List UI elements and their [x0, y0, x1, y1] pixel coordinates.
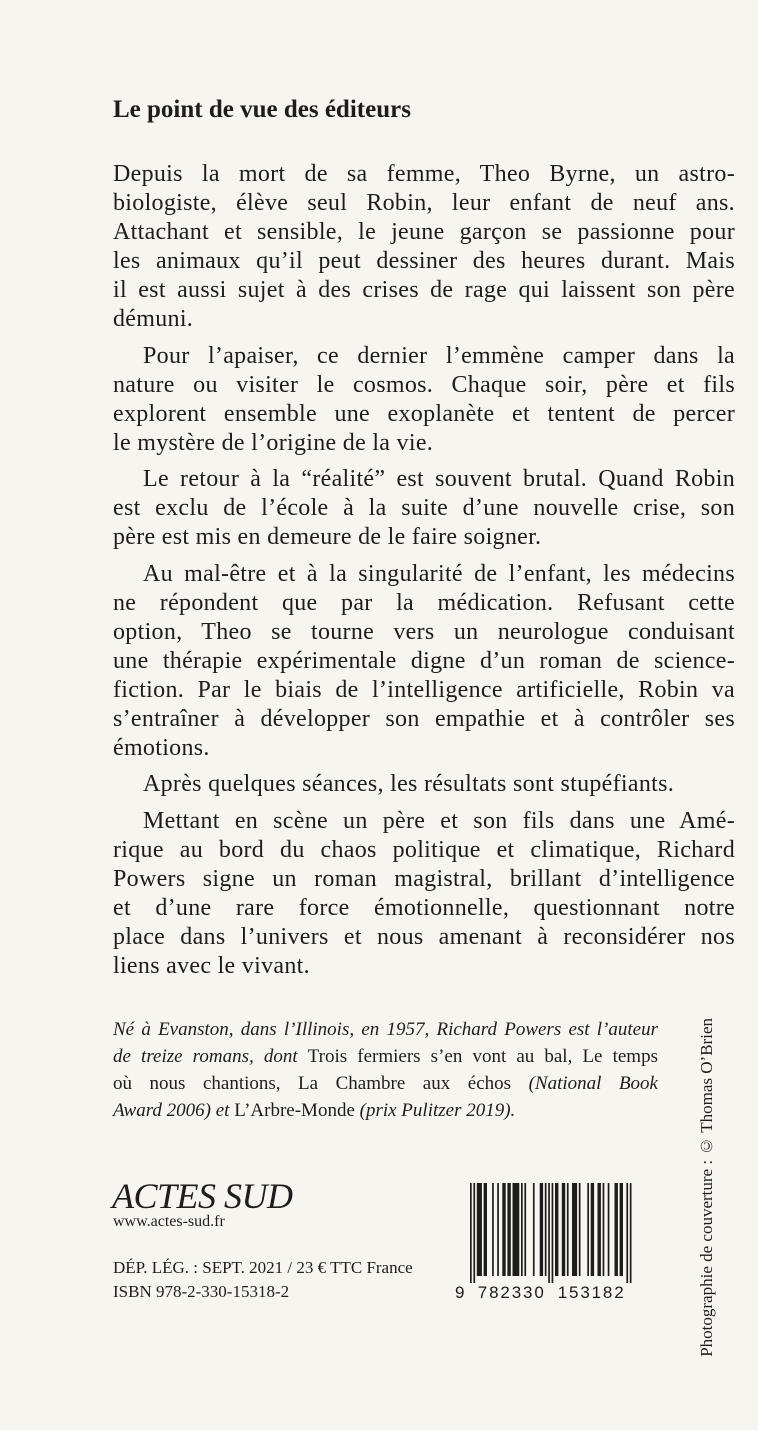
barcode-bar [587, 1183, 589, 1276]
text-line: est exclu de l’école à la suite d’une nouvelle crise, son [113, 495, 735, 521]
text-line: Attachant et sensible, le jeune garçon se passionne pour [113, 219, 735, 245]
barcode-bar [540, 1183, 543, 1276]
barcode-bar [513, 1183, 520, 1276]
barcode-guard-bar [630, 1183, 632, 1283]
isbn: ISBN 978-2-330-15318-2 [113, 1282, 290, 1301]
text-line: ne répondent que par la médication. Refusant cette [113, 589, 735, 616]
blurb-paragraph [113, 560, 735, 763]
blurb-paragraph [113, 807, 735, 981]
barcode-bar [533, 1183, 535, 1276]
barcode-first-digit: 9 [455, 1283, 465, 1302]
barcode-bar [603, 1183, 605, 1276]
text-line: démuni. [113, 306, 194, 332]
publisher-url: www.actes-sud.fr [113, 1213, 225, 1230]
text-line: Au mal-être et à la singularité de l’enfant, les médecins [143, 560, 735, 587]
text-line: liens avec le vivant. [113, 952, 310, 979]
text-line: explorent ensemble une exoplanète et tentent de percer [113, 400, 735, 427]
text-line: Powers signe un roman magistral, brillant d’intelligence [113, 865, 735, 892]
text-line: rique au bord du chaos politique et climatique, Richard [113, 836, 735, 863]
bio-text: de treize romans, dont [113, 1046, 308, 1067]
barcode-bar [545, 1183, 547, 1276]
text-line: Pour l’apaiser, ce dernier l’emmène camper dans la [143, 342, 735, 369]
text-line: biologiste, élève seul Robin, leur enfant de neuf ans. [113, 190, 735, 216]
text-line: une thérapie expérimentale digne d’un roman de science- [113, 647, 735, 674]
text-line: père est mis en demeure de le faire soigner. [113, 524, 542, 550]
text-line: option, Theo se tourne vers un neurologue conduisant [113, 618, 735, 645]
blurb-paragraph [113, 160, 735, 334]
barcode-bar [507, 1183, 510, 1276]
text-line: s’entraîner à développer son empathie et à contrôler ses [113, 705, 735, 732]
barcode-bar [567, 1183, 569, 1276]
bio-line [113, 1016, 658, 1043]
barcode-bar [598, 1183, 601, 1276]
book-titles: Trois fermiers s’en vont au bal, Le temps [307, 1046, 658, 1067]
text-line: fiction. Par le biais de l’intelligence artificielle, Robin va [113, 676, 735, 703]
barcode-bar [615, 1183, 618, 1276]
publisher-logo: ACTES SUD [112, 1176, 293, 1216]
barcode-bar [562, 1183, 565, 1276]
barcode-bar [620, 1183, 623, 1276]
text-line: émotions. [113, 734, 210, 761]
barcode-bar [555, 1183, 558, 1276]
text-line: place dans l’univers et nous amenant à reconsidérer nos [113, 923, 735, 950]
text-line: il est aussi sujet à des crises de rage qui laissent son père [113, 277, 735, 303]
barcode-bar [502, 1183, 505, 1276]
barcode-right-digits: 153182 [557, 1283, 624, 1302]
text-line: le mystère de l’origine de la vie. [113, 429, 434, 456]
publisher-blurb [113, 160, 735, 981]
bio-text: (National Book [528, 1073, 658, 1094]
bio-line [113, 1097, 658, 1124]
photo-credit: Photographie de couverture : © Thomas O’Brien [697, 1018, 716, 1357]
section-heading: Le point de vue des éditeurs [113, 96, 411, 123]
text-line: les animaux qu’il peut dessiner des heures durant. Mais [113, 248, 735, 274]
text-line: Le retour à la “réalité” est souvent brutal. Quand Robin [143, 466, 735, 492]
barcode-guard-bar [470, 1183, 472, 1283]
barcode-guard-bar [548, 1183, 550, 1283]
ean13-barcode [452, 1180, 634, 1302]
text-line: Depuis la mort de sa femme, Theo Byrne, un astro- [113, 161, 735, 187]
legal-deposit-price: DÉP. LÉG. : SEPT. 2021 / 23 € TTC France [113, 1258, 413, 1277]
barcode-bar [524, 1183, 526, 1276]
book-titles: où nous chantions, La Chambre aux échos [113, 1073, 529, 1094]
barcode-bar [591, 1183, 594, 1276]
text-line: nature ou visiter le cosmos. Chaque soir, père et fils [113, 371, 735, 398]
text-line: Mettant en scène un père et son fils dans une Amé- [143, 807, 735, 834]
barcode-bar [484, 1183, 487, 1276]
barcode-bar [579, 1183, 581, 1276]
bio-text: (prix Pulitzer 2019). [359, 1100, 516, 1121]
barcode-bar [572, 1183, 577, 1276]
barcode-bar [521, 1183, 523, 1276]
barcode-left-digits: 782330 [477, 1283, 544, 1302]
barcode-bars [470, 1183, 632, 1283]
text-line: et d’une rare force émotionnelle, questionnant notre [113, 894, 735, 921]
bio-text: Né à Evanston, dans l’Illinois, en 1957, Richard Powers est l’auteur [113, 1019, 658, 1040]
bio-line [113, 1070, 658, 1097]
author-bio [113, 1016, 658, 1124]
barcode-guard-bar [473, 1183, 475, 1283]
blurb-paragraph [113, 465, 735, 552]
book-title: L’Arbre-Monde [234, 1100, 360, 1121]
bio-line [113, 1043, 658, 1070]
barcode-bar [608, 1183, 610, 1276]
barcode-guard-bar [552, 1183, 554, 1283]
text-line: Après quelques séances, les résultats sont stupéfiants. [143, 771, 675, 797]
blurb-paragraph [113, 770, 735, 799]
blurb-paragraph [113, 342, 735, 458]
bio-text: Award 2006) et [113, 1100, 235, 1121]
barcode-guard-bar [626, 1183, 628, 1283]
barcode-bar [497, 1183, 499, 1276]
barcode-bar [492, 1183, 494, 1276]
barcode-bar [477, 1183, 482, 1276]
